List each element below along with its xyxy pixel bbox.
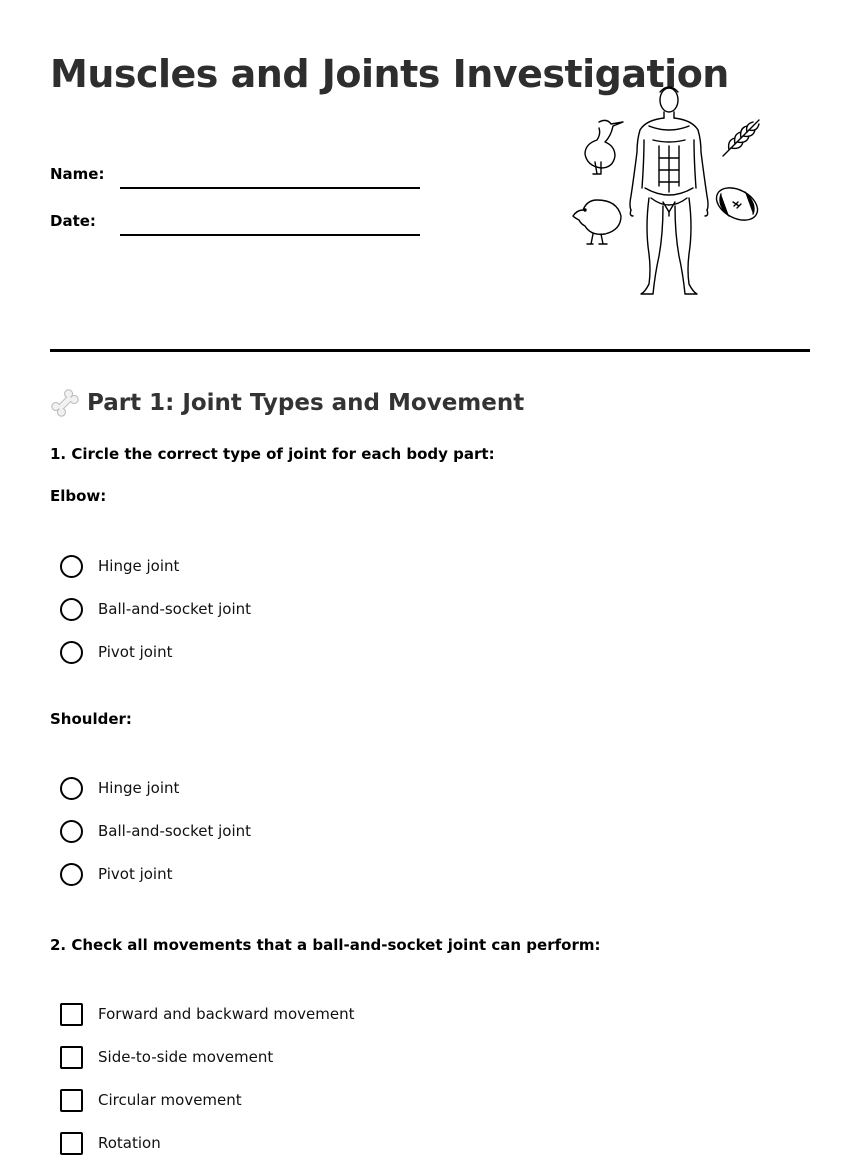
radio-circle[interactable]	[60, 555, 83, 578]
radio-circle[interactable]	[60, 820, 83, 843]
elbow-label: Elbow:	[50, 487, 107, 505]
option-label: Rotation	[98, 1134, 161, 1152]
option-label: Circular movement	[98, 1091, 242, 1109]
human-body-figure-icon	[630, 87, 708, 294]
movement-option-rotation[interactable]	[60, 1130, 161, 1156]
shoulder-option-pivot[interactable]	[60, 861, 173, 887]
option-label: Forward and backward movement	[98, 1005, 355, 1023]
question-2-prompt: 2. Check all movements that a ball-and-socket joint can perform:	[50, 936, 601, 954]
name-field[interactable]	[120, 187, 420, 189]
movement-option-circular[interactable]	[60, 1087, 242, 1113]
date-label: Date:	[50, 212, 96, 230]
radio-circle[interactable]	[60, 863, 83, 886]
radio-circle[interactable]	[60, 598, 83, 621]
heron-bird-icon	[585, 120, 623, 174]
question-1-prompt: 1. Circle the correct type of joint for each body part:	[50, 445, 495, 463]
radio-circle[interactable]	[60, 641, 83, 664]
radio-circle[interactable]	[60, 777, 83, 800]
elbow-option-hinge[interactable]	[60, 553, 179, 579]
checkbox[interactable]	[60, 1003, 83, 1026]
kiwi-bird-icon	[573, 200, 621, 244]
part1-title-text: Part 1: Joint Types and Movement	[87, 390, 525, 416]
movement-option-side-to-side[interactable]	[60, 1044, 273, 1070]
checkbox[interactable]	[60, 1046, 83, 1069]
part1-title	[50, 386, 524, 420]
option-label: Ball-and-socket joint	[98, 600, 252, 618]
illustration	[565, 80, 770, 300]
bone-icon	[50, 388, 80, 418]
option-label: Hinge joint	[98, 779, 180, 797]
option-label: Ball-and-socket joint	[98, 822, 252, 840]
fern-leaf-icon	[723, 120, 759, 156]
shoulder-label: Shoulder:	[50, 710, 132, 728]
movement-option-forward-backward[interactable]	[60, 1001, 355, 1027]
section-divider	[50, 349, 810, 352]
worksheet-title: Muscles and Joints Investigation	[50, 52, 729, 96]
elbow-option-ball-and-socket[interactable]	[60, 596, 251, 622]
option-label: Hinge joint	[98, 557, 180, 575]
option-label: Side-to-side movement	[98, 1048, 274, 1066]
checkbox[interactable]	[60, 1089, 83, 1112]
option-label: Pivot joint	[98, 643, 173, 661]
checkbox[interactable]	[60, 1132, 83, 1155]
option-label: Pivot joint	[98, 865, 173, 883]
name-label: Name:	[50, 165, 105, 183]
elbow-option-pivot[interactable]	[60, 639, 173, 665]
rugby-ball-icon	[711, 181, 763, 226]
date-field[interactable]	[120, 234, 420, 236]
shoulder-option-hinge[interactable]	[60, 775, 179, 801]
shoulder-option-ball-and-socket[interactable]	[60, 818, 251, 844]
